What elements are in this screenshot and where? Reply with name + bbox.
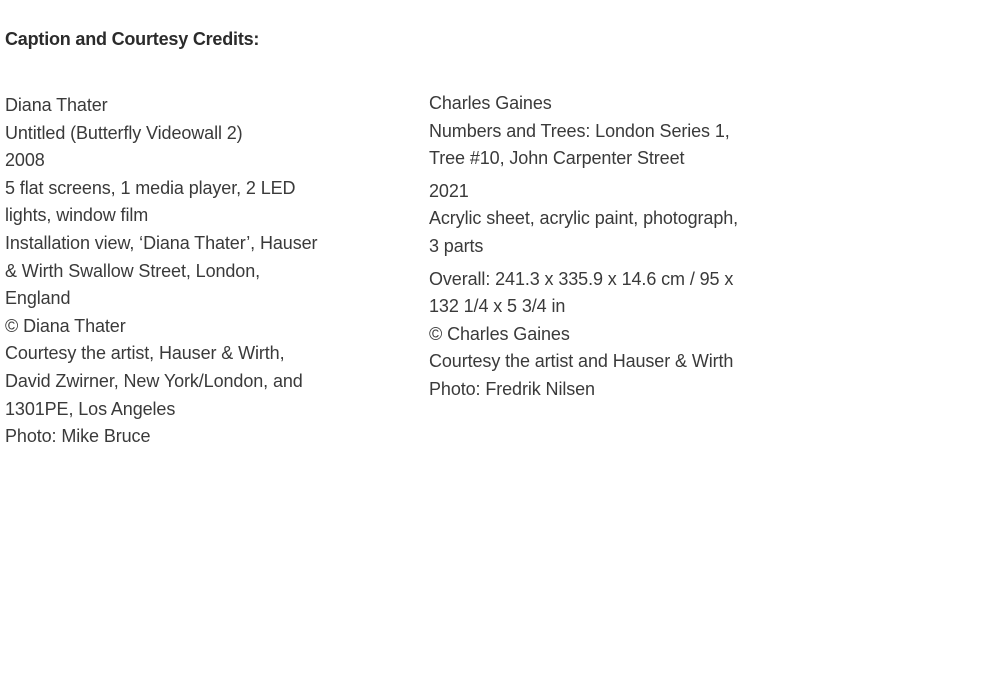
caption-group-title <box>429 90 774 173</box>
installation-view: Installation view, ‘Diana Thater’, Hauser <box>5 232 318 253</box>
installation-view-cont: & Wirth Swallow Street, London, <box>5 260 261 281</box>
courtesy: Courtesy the artist, Hauser & Wirth, <box>5 343 285 364</box>
artist-name: Charles Gaines <box>429 93 552 113</box>
artist-name: Diana Thater <box>5 95 108 115</box>
copyright: © Diana Thater <box>5 315 126 336</box>
dimensions: Overall: 241.3 x 335.9 x 14.6 cm / 95 x <box>429 268 734 289</box>
artwork-title: Untitled (Butterfly Videowall 2) <box>5 122 243 143</box>
credits-heading: Caption and Courtesy Credits: <box>5 29 260 49</box>
courtesy-cont-2: 1301PE, Los Angeles <box>5 398 176 419</box>
courtesy-cont: David Zwirner, New York/London, and <box>5 370 303 391</box>
installation-view-cont-2: England <box>5 288 71 309</box>
artwork-year: 2021 <box>429 180 469 201</box>
caption-diana-thater <box>5 92 350 451</box>
photo-credit: Photo: Fredrik Nilsen <box>429 378 595 399</box>
artwork-medium-cont: 3 parts <box>429 235 484 256</box>
photo-credit: Photo: Mike Bruce <box>5 426 151 447</box>
artwork-year: 2008 <box>5 150 45 171</box>
artwork-medium: Acrylic sheet, acrylic paint, photograph, <box>429 208 739 229</box>
caption-group-credits <box>429 266 774 404</box>
dimensions-cont: 132 1/4 x 5 3/4 in <box>429 296 566 317</box>
artwork-medium-cont: lights, window film <box>5 205 149 226</box>
copyright: © Charles Gaines <box>429 323 570 344</box>
artwork-title: Numbers and Trees: London Series 1, <box>429 120 730 141</box>
caption-group-medium <box>429 178 774 261</box>
artwork-title-cont: Tree #10, John Carpenter Street <box>429 148 685 169</box>
artwork-medium: 5 flat screens, 1 media player, 2 LED <box>5 177 296 198</box>
caption-charles-gaines <box>429 90 774 404</box>
courtesy: Courtesy the artist and Hauser & Wirth <box>429 351 734 372</box>
